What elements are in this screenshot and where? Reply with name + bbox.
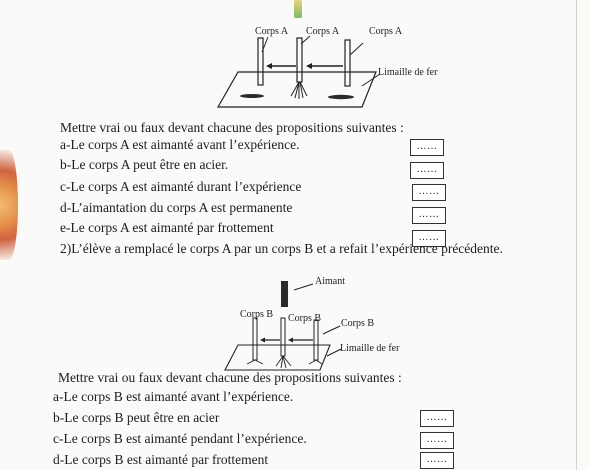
figure-1-label-left: Corps A bbox=[255, 26, 289, 37]
part-1-item-d: d-L’aimantation du corps A est permanente bbox=[60, 200, 293, 215]
figure-1-label-center: Corps A bbox=[306, 26, 340, 37]
part-2-item-c: c-Le corps B est aimanté pendant l’expérience. bbox=[53, 431, 307, 446]
figure-1-filings-left bbox=[240, 94, 264, 98]
part-2-instruction: Mettre vrai ou faux devant chacune des propositions suivantes : bbox=[58, 370, 402, 385]
figure-2-rod-right bbox=[314, 320, 318, 360]
figure-1-rod-center bbox=[297, 38, 302, 82]
part-2-answer-box-b[interactable]: …… bbox=[420, 432, 454, 449]
figure-1-limaille-label: Limaille de fer bbox=[378, 67, 438, 78]
part-1-item-a: a-Le corps A est aimanté avant l’expérience. bbox=[60, 137, 300, 152]
part-2-answer-box-c[interactable]: …… bbox=[420, 452, 454, 469]
part-2-answer-box-a[interactable]: …… bbox=[420, 410, 454, 427]
part-1-item-b: b-Le corps A peut être en acier. bbox=[60, 157, 229, 172]
part-2-item-d: d-Le corps B est aimanté par frottement bbox=[53, 452, 269, 467]
figure-1-rod-right bbox=[345, 40, 350, 86]
part-2-item-b: b-Le corps B peut être en acier bbox=[53, 410, 220, 425]
part-1-answer-box-e[interactable]: …… bbox=[412, 230, 446, 247]
question-2-text: 2)L’élève a remplacé le corps A par un corps B et a refait l’expérience précédente. bbox=[60, 241, 503, 256]
figure-2-rod-left bbox=[253, 318, 257, 360]
part-1-item-c: c-Le corps A est aimanté durant l’expérience bbox=[60, 179, 302, 194]
figure-2-magnet bbox=[281, 281, 288, 307]
figure-1-filings-right bbox=[328, 95, 354, 99]
figure-2-aimant-label: Aimant bbox=[315, 276, 345, 287]
figure-1-rod-left bbox=[258, 38, 263, 85]
figure-1-label-right: Corps A bbox=[369, 26, 403, 37]
part-1-instruction: Mettre vrai ou faux devant chacune des propositions suivantes : bbox=[60, 120, 404, 135]
figure-2-label-center: Corps B bbox=[288, 313, 322, 324]
figure-2-limaille-label: Limaille de fer bbox=[340, 343, 400, 354]
figure-1-filings-tuft bbox=[291, 82, 307, 99]
figure-2-label-left: Corps B bbox=[240, 309, 274, 320]
figure-2-label-right: Corps B bbox=[341, 318, 375, 329]
part-1-answer-box-a[interactable]: …… bbox=[410, 139, 444, 156]
figure-2-rod-center bbox=[281, 318, 285, 356]
part-1-answer-box-c[interactable]: …… bbox=[412, 184, 446, 201]
part-1-answer-box-b[interactable]: …… bbox=[410, 162, 444, 179]
part-1-item-e: e-Le corps A est aimanté par frottement bbox=[60, 220, 274, 235]
part-2-item-a: a-Le corps B est aimanté avant l’expérience. bbox=[53, 389, 294, 404]
part-1-answer-box-d[interactable]: …… bbox=[412, 207, 446, 224]
